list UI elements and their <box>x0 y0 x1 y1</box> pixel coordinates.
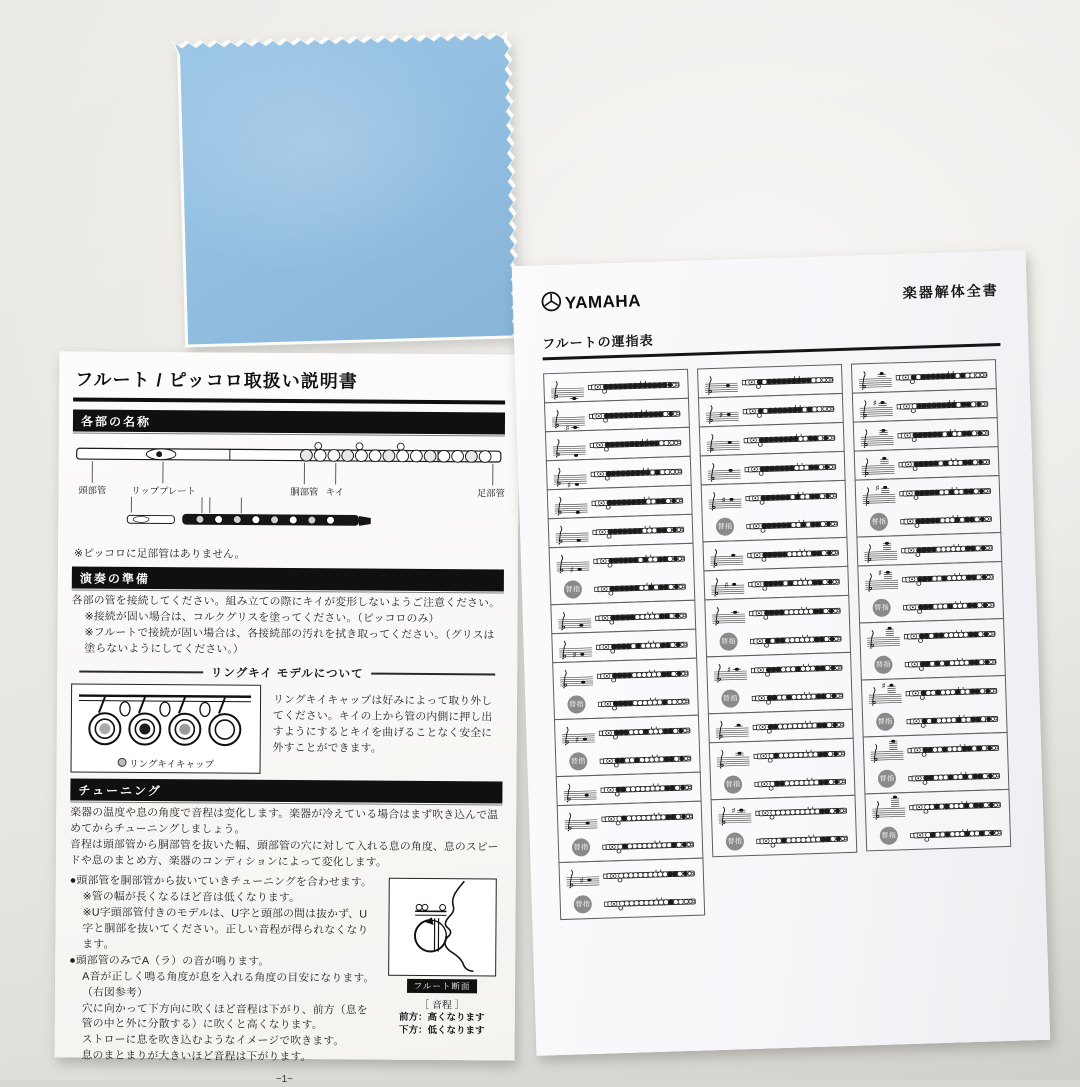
staff-slot <box>859 512 900 531</box>
staff-slot <box>550 489 591 517</box>
fingering-row <box>704 567 848 599</box>
svg-text:♯: ♯ <box>876 484 879 491</box>
fingering-row <box>852 360 996 392</box>
fingering-cell-A#5 <box>706 652 853 715</box>
cleaning-cloth <box>172 31 521 352</box>
fingering-row-alt <box>554 687 698 719</box>
section-heading-tuning: チューニング <box>70 778 502 803</box>
fingering-cell-A4 <box>552 658 699 721</box>
fingering-row <box>552 630 696 662</box>
fingering-diagram <box>596 692 695 712</box>
staff-note <box>864 680 905 708</box>
prep-line: 各部の管を接続してください。組み立ての際にキイが変形しないようご注意ください。 <box>72 593 504 612</box>
fingering-row-alt <box>703 509 847 541</box>
fingering-row <box>698 365 842 397</box>
bullet-sub: A音が正しく鳴る角度が息を入れる角度の目安になります。（右図参考） <box>69 969 501 1004</box>
fingering-row-alt <box>712 824 856 856</box>
ring-key-box <box>71 683 262 773</box>
alt-fingering-badge: 替指 <box>564 580 583 599</box>
staff-slot <box>551 518 592 546</box>
staff-note <box>706 542 747 570</box>
bullet-sub: ※U字頭部管付きのモデルは、U字と頭部の間は抜かず、U字と胴部を抜いてください。正しい音程が得られなくなります。 <box>69 905 501 956</box>
fingering-row <box>549 515 693 547</box>
bullet-sub: ※管の幅が長くなるほど音は低くなります。 <box>70 889 502 908</box>
staff-note <box>855 393 896 421</box>
fingering-row <box>707 653 851 685</box>
fingering-diagram <box>755 829 854 849</box>
alt-fingering-badge: 替指 <box>724 775 743 794</box>
staff-note <box>854 364 895 392</box>
staff-slot <box>700 369 741 397</box>
staff-slot <box>701 398 742 426</box>
fingering-diagram <box>599 778 698 798</box>
staff-note <box>709 657 750 685</box>
prep-line: ※接続が固い場合は、コルクグリスを塗ってください。（ピッコロのみ） <box>72 609 504 628</box>
fingering-row <box>553 659 697 691</box>
staff-slot <box>562 862 603 890</box>
fingering-cell-F#5 <box>701 480 848 543</box>
alt-fingering-badge: 替指 <box>880 826 899 845</box>
staff-slot <box>714 799 755 827</box>
section-heading-prep: 演奏の準備 <box>72 566 504 591</box>
staff-slot <box>709 657 750 685</box>
fingering-diagram <box>594 606 693 626</box>
fingering-diagram <box>748 629 847 649</box>
fingering-row <box>544 370 688 402</box>
fingering-row <box>854 418 998 450</box>
fingering-diagram <box>600 807 699 827</box>
fingering-row-alt <box>559 830 703 862</box>
fingering-row-alt <box>865 761 1009 793</box>
bullet-sub: ストローに息を吹き込むようなイメージで吹きます。 <box>69 1033 501 1052</box>
fingering-cell-B6 <box>863 732 1010 795</box>
staff-note <box>858 480 899 508</box>
staff-slot <box>861 598 902 617</box>
fingering-diagram <box>904 682 1003 702</box>
ring-cap-label: リングキイキャップ <box>129 756 214 771</box>
fingering-row <box>703 538 847 570</box>
chart-subtitle: フルートの運指表 <box>542 319 1000 352</box>
fingering-diagram <box>592 549 691 569</box>
fingering-row-alt <box>857 504 1001 536</box>
bullet-main: ●頭部管を胴部管から抜いていきチューニングを合わせます。 <box>70 873 502 892</box>
fingering-diagram <box>909 823 1008 843</box>
alt-fingering-badge: 替指 <box>569 752 588 771</box>
staff-note <box>857 451 898 479</box>
svg-text:♯: ♯ <box>570 566 573 573</box>
fingering-diagram <box>905 710 1004 730</box>
fingering-cell-A5 <box>704 595 851 658</box>
staff-note <box>555 662 596 690</box>
svg-text:♯: ♯ <box>727 666 730 673</box>
staff-slot <box>548 431 589 459</box>
pitch-figure-caption: フルート断面 <box>407 979 478 993</box>
staff-slot <box>546 373 587 401</box>
staff-slot <box>703 456 744 484</box>
alt-fingering-badge: 替指 <box>719 632 738 651</box>
staff-slot <box>862 623 903 651</box>
fingering-row-alt <box>863 704 1007 736</box>
staff-note <box>856 422 897 450</box>
fingering-column-1 <box>543 369 705 920</box>
fingering-row-alt <box>708 681 852 713</box>
staff-slot <box>867 769 908 788</box>
staff-slot <box>705 517 746 536</box>
fingering-diagram <box>903 653 1002 673</box>
fingering-row <box>701 452 845 484</box>
alt-fingering-badge: 替指 <box>567 695 586 714</box>
fingering-cell-A#6 <box>861 675 1008 738</box>
svg-text:♯: ♯ <box>882 682 885 689</box>
ring-cap-icon <box>117 758 126 767</box>
alt-fingering-badge: 替指 <box>726 832 745 851</box>
fingering-row-alt <box>866 818 1010 850</box>
fingering-row <box>710 739 854 771</box>
fingering-cell-A6 <box>859 618 1006 681</box>
yamaha-tuning-fork-icon <box>541 291 563 318</box>
fingering-diagram <box>589 462 688 482</box>
fingering-row <box>855 447 999 479</box>
fingering-diagram <box>741 400 840 420</box>
staff-slot <box>555 662 596 690</box>
ring-box-title: リングキイ モデルについて <box>71 663 503 682</box>
fingering-row <box>864 733 1008 765</box>
fingering-columns <box>543 359 1018 920</box>
fingering-diagram <box>896 424 995 444</box>
alt-fingering-badge: 替指 <box>878 769 897 788</box>
fingering-diagram <box>594 635 693 655</box>
part-label: 足部管 <box>477 487 505 498</box>
staff-slot <box>856 422 897 450</box>
corner-title: 楽器解体全書 <box>902 280 999 303</box>
fingering-diagram <box>603 892 702 912</box>
staff-slot <box>708 632 749 651</box>
parts-diagram <box>72 436 505 546</box>
fingering-diagram <box>751 715 850 735</box>
manual-page <box>55 351 520 1060</box>
fingering-row <box>712 796 856 828</box>
fingering-row <box>550 544 694 576</box>
fingering-row-alt <box>550 572 694 604</box>
alt-fingering-badge: 替指 <box>872 599 891 618</box>
alt-fingering-badge: 替指 <box>572 838 591 857</box>
fingering-row <box>862 676 1006 708</box>
fingering-diagram <box>598 749 697 769</box>
manual-title: フルート / ピッコロ取扱い説明書 <box>73 364 505 405</box>
staff-note <box>547 402 588 430</box>
fingering-diagram <box>740 371 839 391</box>
fingering-row-alt <box>556 744 700 776</box>
staff-note <box>860 566 901 594</box>
fingering-row-alt <box>560 887 704 919</box>
fingering-row <box>546 428 690 460</box>
ring-key-area <box>71 663 504 775</box>
staff-slot <box>702 427 743 455</box>
pitch-legend-line: 下方：低くなります <box>383 1024 501 1038</box>
pitch-legend-title: ［ 音程 ］ <box>383 995 501 1011</box>
fingering-diagram <box>907 766 1006 786</box>
staff-slot <box>713 775 754 794</box>
svg-text:♯: ♯ <box>575 736 578 743</box>
staff-note <box>560 805 601 833</box>
staff-slot <box>706 571 747 599</box>
ring-box-text: リングキイキャップは好みによって取り外してください。キイの上から管の内側に押し出すようにするとキイを曲げることなく安全に外すことができます。 <box>273 685 504 776</box>
part-label: 頭部管 <box>78 484 106 495</box>
staff-slot <box>869 826 910 845</box>
staff-note <box>712 742 753 770</box>
fingering-diagram <box>744 486 843 506</box>
staff-slot <box>860 566 901 594</box>
fingering-diagram <box>593 577 692 597</box>
alt-fingering-badge: 替指 <box>574 895 593 914</box>
tuning-paragraph: 音程は頭部管から胴部管を抜いた幅、頭部管の穴に対して入れる息の角度、息のスピードや息のまとめ方、楽器のコンディションによって変化します。 <box>70 837 502 872</box>
alt-fingering-badge: 替指 <box>721 689 740 708</box>
svg-text:♯: ♯ <box>878 569 881 576</box>
fingering-row <box>857 533 1001 565</box>
svg-text:♯: ♯ <box>725 581 728 588</box>
staff-slot <box>560 805 601 833</box>
staff-note <box>862 623 903 651</box>
staff-note <box>554 633 595 661</box>
fingering-diagram <box>595 664 694 684</box>
staff-note <box>859 537 900 565</box>
staff-slot <box>706 542 747 570</box>
staff-note <box>562 862 603 890</box>
staff-slot <box>854 364 895 392</box>
staff-slot <box>552 547 593 575</box>
fingering-row <box>702 481 846 513</box>
fingering-diagram <box>897 453 996 473</box>
staff-slot <box>563 895 604 914</box>
fingering-row <box>559 859 703 891</box>
staff-slot <box>865 712 906 731</box>
fingering-diagram <box>901 596 1000 616</box>
bullet-sub: 穴に向かって下方向に吹くほど音程は下がり、前方（息を管の中と外に分散する）に吹くと高くなります。 <box>69 1001 501 1036</box>
fingering-column-3 <box>851 359 1011 851</box>
fingering-cell-C#6 <box>711 795 858 858</box>
staff-note <box>701 398 742 426</box>
fingering-row <box>547 457 691 489</box>
staff-note <box>546 373 587 401</box>
ring-key-art <box>76 688 256 756</box>
fingering-diagram <box>602 864 701 884</box>
fingering-row-alt <box>859 590 1003 622</box>
fingering-row <box>558 802 702 834</box>
staff-note <box>557 719 598 747</box>
fingering-row <box>853 389 997 421</box>
fingering-page <box>512 250 1051 1056</box>
fingering-diagram <box>750 686 849 706</box>
staff-note <box>553 604 594 632</box>
fingering-diagram <box>908 795 1007 815</box>
fingering-row <box>700 423 844 455</box>
staff-slot <box>554 633 595 661</box>
staff-slot <box>710 689 751 708</box>
alt-fingering-badge: 替指 <box>874 656 893 675</box>
staff-note <box>559 776 600 804</box>
staff-note <box>550 489 591 517</box>
ring-cap-row <box>76 755 256 770</box>
fingering-cell-F#4 <box>549 543 696 606</box>
fingering-diagram <box>899 510 998 530</box>
fingering-row-alt <box>711 767 855 799</box>
fingering-diagram <box>601 835 700 855</box>
fingering-diagram <box>753 772 852 792</box>
fingering-cell-A#4 <box>554 715 701 778</box>
fingering-cell-C7 <box>864 789 1011 852</box>
pitch-figure <box>383 877 502 1037</box>
staff-slot <box>556 695 597 714</box>
part-label: 胴部管 <box>290 486 318 497</box>
fingering-column-2 <box>697 364 857 857</box>
fingering-cell-C6 <box>709 738 856 801</box>
staff-slot <box>858 480 899 508</box>
fingering-row <box>557 773 701 805</box>
svg-text:♯: ♯ <box>567 481 570 488</box>
staff-slot <box>549 460 590 488</box>
bullet-main: ●頭部管のみでA（ラ）の音が鳴ります。 <box>69 953 501 972</box>
piccolo-note: ※ピッコロに足部管はありません。 <box>74 546 504 564</box>
fingering-diagram <box>742 429 841 449</box>
fingering-diagram <box>745 514 844 534</box>
alt-fingering-badge: 替指 <box>870 513 889 532</box>
section-heading-parts: 各部の名称 <box>73 409 505 434</box>
fingering-cell-G#6 <box>857 561 1004 624</box>
fingering-diagram <box>597 721 696 741</box>
fingering-diagram <box>586 375 685 395</box>
staff-slot <box>547 402 588 430</box>
fingering-row <box>705 596 849 628</box>
staff-slot <box>863 655 904 674</box>
tuning-bullets-area <box>68 873 501 1068</box>
alt-fingering-badge: 替指 <box>716 517 735 536</box>
staff-note <box>714 799 755 827</box>
staff-slot <box>866 737 907 765</box>
staff-slot <box>553 580 594 599</box>
fingering-row <box>699 394 843 426</box>
svg-text:♯: ♯ <box>573 651 576 658</box>
cloth-fabric <box>175 34 517 349</box>
prep-line: ※フルートで接続が固い場合は、各接続部の汚れを拭き取ってください。（グリスは塗らないようにしてください。） <box>71 625 503 660</box>
staff-slot <box>857 451 898 479</box>
fingering-row <box>858 562 1002 594</box>
alt-fingering-badge: 替指 <box>876 712 895 731</box>
staff-note <box>551 518 592 546</box>
svg-text:♯: ♯ <box>873 399 876 406</box>
svg-text:♯: ♯ <box>566 424 569 431</box>
part-label: リッププレート <box>131 486 196 496</box>
fingering-row <box>548 486 692 518</box>
staff-note <box>702 427 743 455</box>
staff-slot <box>711 713 752 741</box>
fingering-row <box>709 710 853 742</box>
fingering-diagram <box>900 568 999 588</box>
fingering-row <box>555 716 699 748</box>
fingering-row <box>545 399 689 431</box>
fingering-row-alt <box>706 624 850 656</box>
fingering-diagram <box>743 457 842 477</box>
staff-note <box>703 456 744 484</box>
staff-slot <box>864 680 905 708</box>
svg-text:♯: ♯ <box>732 807 735 814</box>
staff-slot <box>715 832 756 851</box>
svg-text:♯: ♯ <box>719 411 722 418</box>
staff-note <box>707 600 748 628</box>
staff-note <box>700 369 741 397</box>
staff-note <box>706 571 747 599</box>
staff-note <box>866 737 907 765</box>
fingering-diagram <box>749 658 848 678</box>
fingering-diagram <box>898 482 997 502</box>
staff-note <box>552 547 593 575</box>
staff-slot <box>558 752 599 771</box>
fingering-diagram <box>906 739 1005 759</box>
fingering-diagram <box>746 543 845 563</box>
fingering-row-alt <box>861 647 1005 679</box>
staff-slot <box>712 742 753 770</box>
chart-header <box>541 277 1000 317</box>
pitch-legend-line: 前方：高くなります <box>383 1010 501 1024</box>
yamaha-wordmark: YAMAHA <box>565 291 642 313</box>
fingering-row <box>551 601 695 633</box>
staff-slot <box>553 604 594 632</box>
pitch-figure-art <box>388 877 497 976</box>
staff-slot <box>859 537 900 565</box>
fingering-diagram <box>591 520 690 540</box>
staff-note <box>548 431 589 459</box>
fingering-diagram <box>900 539 999 559</box>
staff-slot <box>855 393 896 421</box>
fingering-diagram <box>754 801 853 821</box>
fingering-diagram <box>747 601 846 621</box>
bullet-sub: 息のまとまりが大きいほど音程は下がります。 <box>68 1049 500 1068</box>
page-number: −1− <box>68 1073 500 1087</box>
tuning-paragraph: 楽器の温度や息の角度で音程は変化します。楽器が冷えている場合はまず吹き込んで温めてからチューニングしましょう。 <box>70 805 502 840</box>
fingering-diagram <box>894 366 993 386</box>
staff-slot <box>559 776 600 804</box>
fingering-cell-C5 <box>557 801 704 864</box>
staff-slot <box>704 485 745 513</box>
fingering-row <box>865 790 1009 822</box>
fingering-diagram <box>590 491 689 511</box>
staff-note <box>704 485 745 513</box>
staff-slot <box>561 838 602 857</box>
fingering-diagram <box>588 433 687 453</box>
staff-slot <box>867 794 908 822</box>
svg-text:♯: ♯ <box>722 496 725 503</box>
svg-text:♯: ♯ <box>580 877 583 884</box>
part-label: キイ <box>326 487 344 497</box>
fingering-diagram <box>587 404 686 424</box>
staff-slot <box>557 719 598 747</box>
fingering-diagram <box>752 744 851 764</box>
fingering-diagram <box>902 625 1001 645</box>
staff-note <box>549 460 590 488</box>
fingering-row <box>860 619 1004 651</box>
fingering-diagram <box>747 572 846 592</box>
fingering-row <box>856 476 1000 508</box>
staff-note <box>711 713 752 741</box>
staff-slot <box>707 600 748 628</box>
prep-text <box>71 593 503 660</box>
staff-note <box>867 794 908 822</box>
fingering-cell-C#5 <box>558 858 705 921</box>
fingering-diagram <box>895 395 994 415</box>
yamaha-logo <box>541 288 642 317</box>
fingering-cell-F#6 <box>855 475 1002 538</box>
